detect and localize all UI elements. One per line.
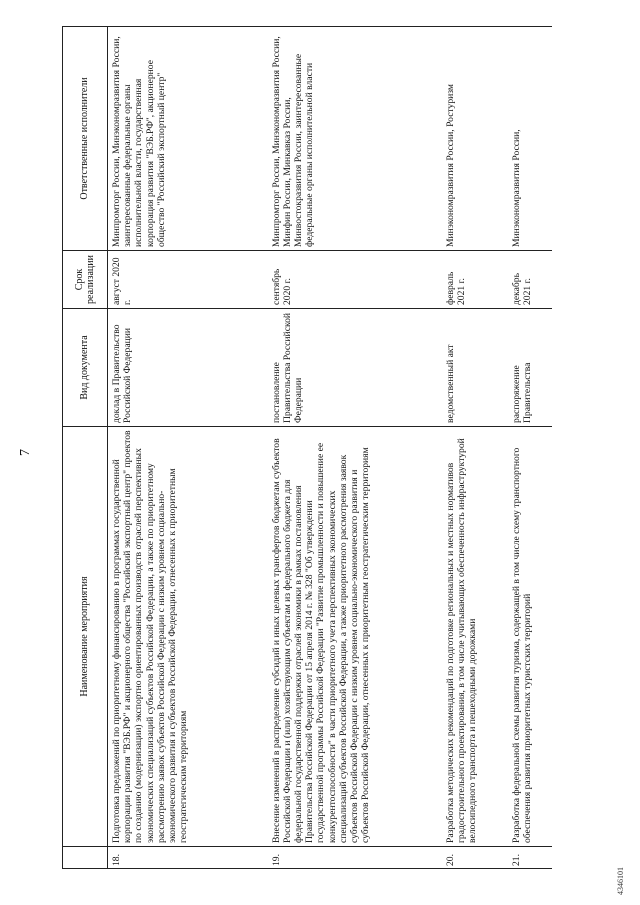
row-number: 19. (268, 847, 442, 869)
row-doc-type: ведомственный акт (442, 309, 508, 427)
row-number: 20. (442, 847, 508, 869)
header-doc-type: Вид документа (63, 309, 108, 427)
row-doc-type: доклад в Правительство Российской Федерации (108, 309, 268, 427)
header-responsible: Ответственные исполнители (63, 27, 108, 251)
row-number: 18. (108, 847, 268, 869)
row-responsible: Минпромторг России, Минэкономразвития России, Минфин России, Минкавказ России, Минвостокразвития России, заинтересованные федеральные органы исполнительной власти (268, 27, 442, 251)
measures-table (62, 26, 552, 869)
row-responsible: Минпромторг России, Минэкономразвития России, заинтересованные федеральные органы исполнительной власти, государственная корпорация развития "ВЭБ.РФ", акционерное общество "Российский экспортный центр" (108, 27, 268, 251)
header-name: Наименование мероприятия (63, 427, 108, 847)
table-header-row (63, 27, 108, 869)
row-number: 21. (508, 847, 552, 869)
table-row (442, 27, 508, 869)
row-name: Разработка методических рекомендаций по подготовке региональных и местных нормативов градостроительного проектирования, в том числе учитывающих обеспеченность инфраструктурой велосипедного транспорта и пешеходными дорожками (442, 427, 508, 847)
row-doc-type: постановление Правительства Российской Федерации (268, 309, 442, 427)
header-number (63, 847, 108, 869)
row-doc-type: распоряжение Правительства (508, 309, 552, 427)
row-name: Подготовка предложений по приоритетному финансированию в программах государственной корпорации развития "ВЭБ.РФ" и акционерного общества "Российский экспортный центр" проектов по созданию (модернизации) экспортно ориентированных производств отраслей перспективных экономических специализаций субъектов Российской Федерации, а также по приоритетному рассмотрению заявок субъектов Российской Федерации с низким уровнем социально-экономического развития и субъектов Российской Федерации, отнесенных к приоритетным геостратегическим территориям (108, 427, 268, 847)
row-deadline: декабрь 2021 г. (508, 251, 552, 309)
document-id: 4346101 (616, 867, 625, 895)
row-responsible: Минэкономразвития России, Ростуризм (442, 27, 508, 251)
header-deadline: Срок реализации (63, 251, 108, 309)
table-row (508, 27, 552, 869)
table-row (268, 27, 442, 869)
row-name: Разработка федеральной схемы развития туризма, содержащей в том числе схему транспортного обеспечения развития приоритетных туристских территорий (508, 427, 552, 847)
row-responsible: Минэкономразвития России, (508, 27, 552, 251)
table-row (108, 27, 268, 869)
row-deadline: сентябрь 2020 г. (268, 251, 442, 309)
page-number: 7 (18, 449, 33, 456)
row-name: Внесение изменений в распределение субсидий и иных целевых трансфертов бюджетам субъектов Российской Федерации и (или) хозяйствующим субъектам из федерального бюджета для федеральной государственной поддержки отраслей экономики в рамках постановления Правительства Российской Федерации от 15 апреля 2014 г. № 328 "Об утверждении государственной программы Российской Федерации "Развитие промышленности и повышение ее конкурентоспособности" в части приоритетного учета перспективных экономических специализаций субъектов Российской Федерации, а также приоритетного рассмотрения заявок субъектов Российской Федерации с низким уровнем социально-экономического развития и субъектов Российской Федерации, отнесенных к приоритетным геостратегическим территориям (268, 427, 442, 847)
row-deadline: февраль 2021 г. (442, 251, 508, 309)
row-deadline: август 2020 г. (108, 251, 268, 309)
